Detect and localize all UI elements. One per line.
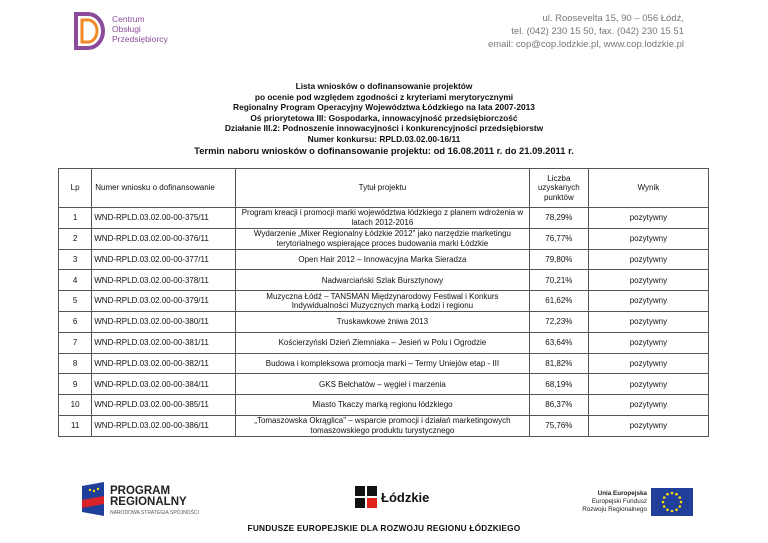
table-row bbox=[59, 291, 709, 312]
title-line: po ocenie pod względem zgodności z kryteriami merytorycznymi bbox=[254, 91, 514, 102]
lodzkie-mark-icon bbox=[355, 486, 377, 508]
cell-points: 61,62% bbox=[529, 291, 588, 312]
cell-title: Kościerzyński Dzień Ziemniaka – Jesień w Polu i Ogrodzie bbox=[235, 332, 529, 353]
title-line: Numer konkursu: RPLD.03.02.00-16/11 bbox=[307, 133, 461, 144]
eu-logo bbox=[575, 488, 695, 522]
header-number: Numer wniosku o dofinansowanie bbox=[92, 169, 236, 208]
cell-result: pozytywny bbox=[588, 353, 708, 374]
cell-lp: 8 bbox=[59, 353, 92, 374]
cell-title: Nadwarciański Szlak Bursztynowy bbox=[235, 270, 529, 291]
table-row bbox=[59, 228, 709, 249]
lodzkie-logo bbox=[355, 486, 430, 516]
contact-phone: tel. (042) 230 15 50, fax. (042) 230 15 51 bbox=[511, 26, 684, 37]
cop-logo-text bbox=[112, 14, 168, 44]
cell-lp: 6 bbox=[59, 311, 92, 332]
title-line: Regionalny Program Operacyjny Województwa Łódzkiego na lata 2007-2013 bbox=[233, 102, 535, 113]
cell-number: WND-RPLD.03.02.00-00-381/11 bbox=[92, 332, 236, 353]
cell-number: WND-RPLD.03.02.00-00-382/11 bbox=[92, 353, 236, 374]
logo-line: Przedsiębiorcy bbox=[112, 34, 168, 44]
cell-title: Miasto Tkaczy marką regionu łódzkiego bbox=[235, 395, 529, 416]
table-row bbox=[59, 249, 709, 270]
cell-lp: 7 bbox=[59, 332, 92, 353]
cell-result: pozytywny bbox=[588, 311, 708, 332]
cell-title: „Tomaszowska Okrąglica" – wsparcie promocji i działań marketingowych tomaszowskiego produktu turystycznego bbox=[235, 415, 529, 436]
cell-title: Program kreacji i promocji marki województwa łódzkiego z planem wdrożenia w latach 2012-2016 bbox=[235, 208, 529, 229]
funds-caption: FUNDUSZE EUROPEJSKIE DLA ROZWOJU REGIONU ŁÓDZKIEGO bbox=[247, 523, 521, 533]
cell-number: WND-RPLD.03.02.00-00-384/11 bbox=[92, 374, 236, 395]
header-title: Tytuł projektu bbox=[235, 169, 529, 208]
table-header-row bbox=[59, 169, 709, 208]
cell-number: WND-RPLD.03.02.00-00-378/11 bbox=[92, 270, 236, 291]
cell-lp: 4 bbox=[59, 270, 92, 291]
cell-lp: 9 bbox=[59, 374, 92, 395]
contact-info bbox=[488, 12, 684, 51]
program-regionalny-logo bbox=[80, 480, 210, 520]
cell-lp: 5 bbox=[59, 291, 92, 312]
logo-line: Centrum bbox=[112, 14, 145, 24]
cell-number: WND-RPLD.03.02.00-00-377/11 bbox=[92, 249, 236, 270]
header-lp: Lp bbox=[59, 169, 92, 208]
title-line-deadline: Termin naboru wniosków o dofinansowanie projektu: od 16.08.2011 r. do 21.09.2011 r. bbox=[194, 144, 574, 156]
title-line: Działanie III.2: Podnoszenie innowacyjności i konkurencyjności przedsiębiorstw bbox=[224, 123, 544, 134]
cell-points: 75,76% bbox=[529, 415, 588, 436]
cell-result: pozytywny bbox=[588, 332, 708, 353]
cell-points: 63,64% bbox=[529, 332, 588, 353]
cell-result: pozytywny bbox=[588, 249, 708, 270]
document-title bbox=[0, 81, 768, 157]
cop-d-logo-icon bbox=[70, 10, 108, 52]
eu-flag-icon bbox=[651, 488, 693, 516]
cell-title: Budowa i kompleksowa promocja marki – Termy Uniejów etap - III bbox=[235, 353, 529, 374]
program-line2: REGIONALNY bbox=[110, 496, 187, 508]
eu-line: Unia Europejska bbox=[597, 490, 647, 497]
cell-title: Muzyczna Łódź – TANSMAN Międzynarodowy Festiwal i Konkurs Indywidualności Muzycznych marką Łodzi i regionu bbox=[235, 291, 529, 312]
cell-lp: 10 bbox=[59, 395, 92, 416]
cop-logo bbox=[70, 10, 180, 52]
logo-line: Obsługi bbox=[112, 24, 141, 34]
eu-line: Europejski Fundusz bbox=[591, 498, 647, 505]
cell-title: Open Hair 2012 – Innowacyjna Marka Sieradza bbox=[235, 249, 529, 270]
cell-number: WND-RPLD.03.02.00-00-376/11 bbox=[92, 228, 236, 249]
cell-points: 70,21% bbox=[529, 270, 588, 291]
cell-number: WND-RPLD.03.02.00-00-375/11 bbox=[92, 208, 236, 229]
lodzkie-text: Łódzkie bbox=[381, 490, 430, 505]
cell-lp: 2 bbox=[59, 228, 92, 249]
table-row bbox=[59, 353, 709, 374]
table-row bbox=[59, 270, 709, 291]
cell-title: Wydarzenie „Mixer Regionalny Łódzkie 2012" jako narzędzie marketingu terytorialnego wspierające proces budowania marki Łódzkie bbox=[235, 228, 529, 249]
applications-table bbox=[58, 168, 709, 437]
title-line: Oś priorytetowa III: Gospodarka, innowacyjność przedsiębiorczość bbox=[250, 112, 518, 123]
cell-number: WND-RPLD.03.02.00-00-379/11 bbox=[92, 291, 236, 312]
table-row bbox=[59, 311, 709, 332]
cell-lp: 11 bbox=[59, 415, 92, 436]
cell-number: WND-RPLD.03.02.00-00-380/11 bbox=[92, 311, 236, 332]
cell-result: pozytywny bbox=[588, 415, 708, 436]
eu-line: Rozwoju Regionalnego bbox=[582, 506, 647, 513]
table-row bbox=[59, 415, 709, 436]
header-points: Liczba uzyskanych punktów bbox=[529, 169, 588, 208]
cell-result: pozytywny bbox=[588, 395, 708, 416]
cell-points: 86,37% bbox=[529, 395, 588, 416]
header-result: Wynik bbox=[588, 169, 708, 208]
table-row bbox=[59, 395, 709, 416]
cell-points: 72,23% bbox=[529, 311, 588, 332]
cell-result: pozytywny bbox=[588, 208, 708, 229]
cell-title: Truskawkowe żniwa 2013 bbox=[235, 311, 529, 332]
cell-points: 68,19% bbox=[529, 374, 588, 395]
cell-points: 81,82% bbox=[529, 353, 588, 374]
cell-points: 76,77% bbox=[529, 228, 588, 249]
cell-number: WND-RPLD.03.02.00-00-386/11 bbox=[92, 415, 236, 436]
footer bbox=[0, 474, 768, 543]
table-row bbox=[59, 332, 709, 353]
cell-result: pozytywny bbox=[588, 228, 708, 249]
cell-result: pozytywny bbox=[588, 374, 708, 395]
program-subtitle: NARODOWA STRATEGIA SPÓJNOŚCI bbox=[110, 510, 199, 516]
program-regionalny-flag-icon bbox=[80, 482, 106, 516]
cell-number: WND-RPLD.03.02.00-00-385/11 bbox=[92, 395, 236, 416]
program-regionalny-text bbox=[110, 486, 199, 517]
eu-text bbox=[575, 490, 647, 514]
cell-lp: 3 bbox=[59, 249, 92, 270]
cell-lp: 1 bbox=[59, 208, 92, 229]
cell-points: 79,80% bbox=[529, 249, 588, 270]
table-row bbox=[59, 208, 709, 229]
cell-points: 78,29% bbox=[529, 208, 588, 229]
program-line1: PROGRAM bbox=[110, 485, 171, 497]
contact-address: ul. Roosevelta 15, 90 – 056 Łódź, bbox=[542, 13, 684, 24]
cell-result: pozytywny bbox=[588, 291, 708, 312]
cell-result: pozytywny bbox=[588, 270, 708, 291]
table-row bbox=[59, 374, 709, 395]
title-line: Lista wniosków o dofinansowanie projektów bbox=[295, 81, 473, 91]
cell-title: GKS Bełchatów – węgiel i marzenia bbox=[235, 374, 529, 395]
contact-email: email: cop@cop.lodzkie.pl, www.cop.lodzkie.pl bbox=[487, 39, 684, 50]
